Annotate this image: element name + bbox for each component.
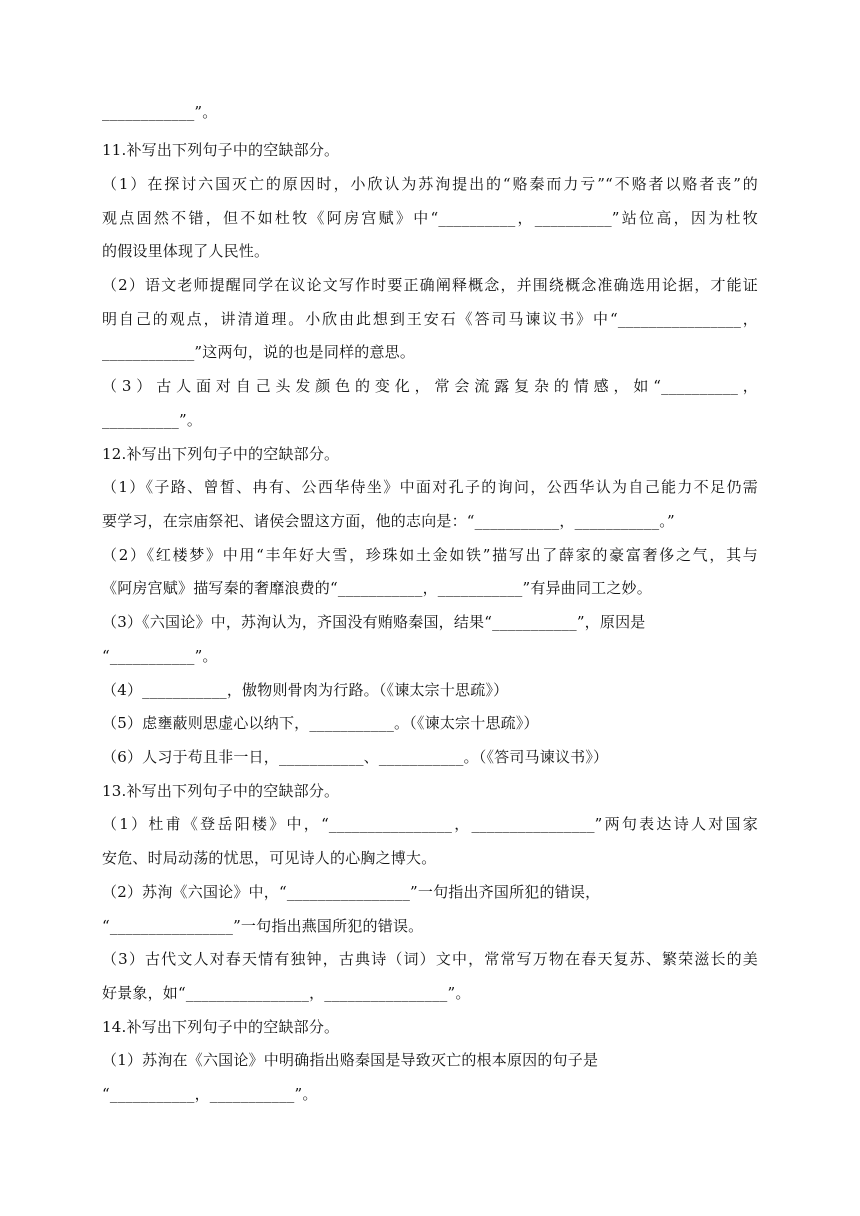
q14-item-1-line-1: （1）苏洵在《六国论》中明确指出赂秦国是导致灭亡的根本原因的句子是 [102,1051,599,1069]
q12-item-5: （5）虑壅蔽则思虚心以纳下，___________。（《谏太宗十思疏》） [102,714,539,732]
q11-item-3-line-2: __________”。 [102,411,203,429]
q12-item-1-line-2: 要学习，在宗庙祭祀、诸侯会盟这方面，他的志向是：“___________，___________。” [102,512,675,530]
q11-item-3-line-1: （3）古人面对自己头发颜色的变化，常会流露复杂的情感，如“__________， [102,377,758,395]
q13-item-2-line-1: （2）苏洵《六国论》中，“________________”一句指出齐国所犯的错误， [102,883,601,901]
q11-item-1-line-3: 的假设里体现了人民性。 [102,242,270,260]
question-14-heading: 14.补写出下列句子中的空缺部分。 [102,1018,340,1036]
q12-item-6: （6）人习于苟且非一日，___________、___________。（《答司马谏议书》） [102,748,609,766]
q13-item-3-line-2: 好景象，如“________________，________________”。 [102,984,471,1002]
q13-item-3-line-1: （3）古代文人对春天情有独钟，古典诗（词）文中，常常写万物在春天复苏、繁荣滋长的美 [102,950,758,968]
q12-item-1-line-1: （1）《子路、曾皙、冉有、公西华侍坐》中面对孔子的询问，公西华认为自己能力不足仍需 [102,478,758,496]
answer-blank-line: ____________”。 [102,103,218,121]
question-12-heading: 12.补写出下列句子中的空缺部分。 [102,445,340,463]
q13-item-2-line-2: “________________”一句指出燕国所犯的错误。 [102,917,424,935]
q13-item-1-line-2: 安危、时局动荡的忧思，可见诗人的心胸之博大。 [102,849,437,867]
q11-item-2-line-1: （2）语文老师提醒同学在议论文写作时要正确阐释概念，并围绕概念准确选用论据，才能证 [102,276,758,294]
q12-item-4: （4）___________，傲物则骨肉为行路。（《谏太宗十思疏》） [102,681,509,699]
q12-item-3-line-1: （3）《六国论》中，苏洵认为，齐国没有贿赂秦国，结果“___________”，原因是 [102,613,646,631]
question-13-heading: 13.补写出下列句子中的空缺部分。 [102,782,340,800]
q14-item-1-line-2: “___________，___________”。 [102,1085,318,1103]
q12-item-2-line-1: （2）《红楼梦》中用“丰年好大雪，珍珠如土金如铁”描写出了薛家的豪富奢侈之气，其与 [102,546,758,564]
q11-item-1-line-2: 观点固然不错，但不如杜牧《阿房宫赋》中“__________，__________”站位高，因为杜牧 [102,209,758,227]
q12-item-3-line-2: “___________”。 [102,647,218,665]
question-11-heading: 11.补写出下列句子中的空缺部分。 [102,141,340,159]
q11-item-2-line-3: ____________”这两句，说的也是同样的意思。 [102,343,416,361]
q11-item-2-line-2: 明自己的观点，讲清道理。小欣由此想到王安石《答司马谏议书》中“________________， [102,310,758,328]
q13-item-1-line-1: （1）杜甫《登岳阳楼》中，“________________，________________”两句表达诗人对国家 [102,815,758,833]
q11-item-1-line-1: （1）在探讨六国灭亡的原因时，小欣认为苏洵提出的“赂秦而力亏”“不赂者以赂者丧”的 [102,175,758,193]
q12-item-2-line-2: 《阿房宫赋》描写秦的奢靡浪费的“___________，___________”有异曲同工之妙。 [102,579,652,597]
